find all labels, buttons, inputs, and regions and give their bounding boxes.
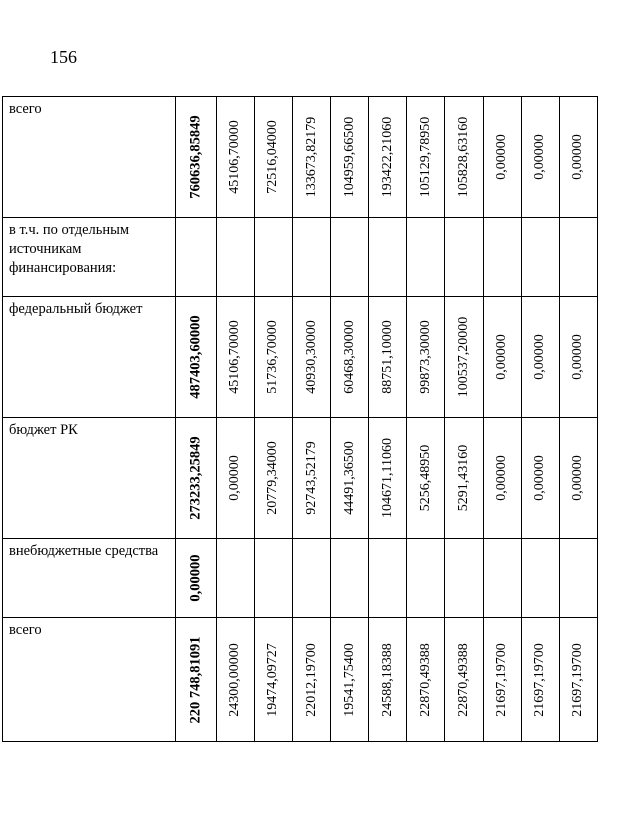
cell-value: 5291,43160 (456, 444, 472, 512)
total-value: 487403,60000 (187, 315, 204, 399)
value-cell (483, 97, 521, 218)
value-cell (445, 539, 483, 618)
cell-value: 99873,30000 (417, 320, 433, 394)
table-row (3, 618, 598, 742)
value-cell (216, 618, 254, 742)
cell-value: 60468,30000 (341, 320, 357, 394)
cell-value: 0,00000 (532, 455, 548, 501)
value-cell (331, 539, 369, 618)
cell-value: 20779,34000 (265, 441, 281, 515)
value-cell (216, 97, 254, 218)
cell-value: 0,00000 (570, 455, 586, 501)
value-cell (254, 218, 292, 297)
table-row (3, 297, 598, 418)
value-cell (521, 218, 559, 297)
value-cell (331, 618, 369, 742)
table-row (3, 539, 598, 618)
cell-value: 133673,82179 (303, 116, 319, 198)
value-cell (407, 297, 445, 418)
total-value: 220 748,81091 (187, 636, 204, 723)
total-value: 273233,25849 (187, 436, 204, 520)
value-cell (521, 618, 559, 742)
cell-value: 22012,19700 (303, 642, 319, 717)
total-value: 0,00000 (187, 554, 204, 602)
value-cell (292, 97, 330, 218)
cell-value: 0,00000 (570, 334, 586, 380)
value-cell (445, 97, 483, 218)
value-cell (445, 418, 483, 539)
value-cell (292, 297, 330, 418)
total-cell (175, 218, 216, 297)
value-cell (445, 218, 483, 297)
cell-value: 21697,19700 (570, 642, 586, 717)
value-cell (407, 418, 445, 539)
cell-value: 5256,48950 (417, 444, 433, 512)
value-cell (331, 418, 369, 539)
cell-value: 45106,70000 (227, 320, 243, 394)
value-cell (407, 539, 445, 618)
value-cell (559, 618, 597, 742)
value-cell (254, 618, 292, 742)
cell-value: 0,00000 (494, 134, 510, 180)
value-cell (483, 618, 521, 742)
cell-value: 24300,00000 (227, 642, 243, 717)
cell-value: 100537,20000 (456, 316, 472, 398)
cell-value: 88751,10000 (379, 320, 395, 394)
value-cell (331, 218, 369, 297)
cell-value: 21697,19700 (494, 642, 510, 717)
cell-value: 0,00000 (494, 455, 510, 501)
cell-value: 0,00000 (532, 334, 548, 380)
value-cell (559, 539, 597, 618)
value-cell (216, 539, 254, 618)
total-value: 760636,85849 (187, 115, 204, 199)
cell-value: 45106,70000 (227, 120, 243, 194)
cell-value: 0,00000 (494, 334, 510, 380)
value-cell (521, 539, 559, 618)
value-cell (407, 618, 445, 742)
cell-value: 19541,75400 (341, 642, 357, 717)
value-cell (559, 418, 597, 539)
cell-value: 193422,21060 (379, 116, 395, 198)
value-cell (331, 97, 369, 218)
value-cell (369, 97, 407, 218)
value-cell (216, 218, 254, 297)
row-label: всего (3, 97, 176, 218)
page-number: 156 (50, 47, 77, 67)
cell-value: 72516,04000 (265, 120, 281, 194)
value-cell (369, 539, 407, 618)
value-cell (331, 297, 369, 418)
value-cell (369, 418, 407, 539)
cell-value: 22870,49388 (456, 642, 472, 717)
cell-value: 40930,30000 (303, 320, 319, 394)
cell-value: 92743,52179 (303, 441, 319, 515)
value-cell (407, 218, 445, 297)
value-cell (483, 539, 521, 618)
value-cell (483, 418, 521, 539)
cell-value: 104959,66500 (341, 116, 357, 198)
table-row (3, 97, 598, 218)
value-cell (292, 218, 330, 297)
cell-value: 105129,78950 (417, 116, 433, 198)
value-cell (559, 218, 597, 297)
cell-value: 51736,70000 (265, 320, 281, 394)
total-cell (175, 418, 216, 539)
cell-value: 104671,11060 (379, 438, 395, 518)
cell-value: 22870,49388 (417, 642, 433, 717)
value-cell (254, 539, 292, 618)
value-cell (216, 418, 254, 539)
cell-value: 105828,63160 (456, 116, 472, 198)
cell-value: 0,00000 (227, 455, 243, 501)
value-cell (254, 297, 292, 418)
cell-value: 44491,36500 (341, 441, 357, 515)
cell-value: 24588,18388 (379, 642, 395, 717)
value-cell (521, 97, 559, 218)
value-cell (483, 297, 521, 418)
value-cell (369, 218, 407, 297)
value-cell (292, 618, 330, 742)
table-row (3, 418, 598, 539)
cell-value: 19474,09727 (265, 642, 281, 717)
value-cell (369, 618, 407, 742)
value-cell (521, 297, 559, 418)
row-label: бюджет РК (3, 418, 176, 539)
total-cell (175, 539, 216, 618)
cell-value: 21697,19700 (532, 642, 548, 717)
cell-value: 0,00000 (570, 134, 586, 180)
total-cell (175, 297, 216, 418)
cell-value: 0,00000 (532, 134, 548, 180)
value-cell (521, 418, 559, 539)
value-cell (559, 97, 597, 218)
total-cell (175, 618, 216, 742)
value-cell (445, 618, 483, 742)
value-cell (292, 418, 330, 539)
row-label: федеральный бюджет (3, 297, 176, 418)
row-label: в т.ч. по отдельным источникам финансирования: (3, 218, 176, 297)
value-cell (369, 297, 407, 418)
value-cell (254, 418, 292, 539)
value-cell (254, 97, 292, 218)
value-cell (216, 297, 254, 418)
value-cell (559, 297, 597, 418)
value-cell (445, 297, 483, 418)
table-row (3, 218, 598, 297)
total-cell (175, 97, 216, 218)
row-label: всего (3, 618, 176, 742)
budget-table (2, 96, 598, 742)
row-label: внебюджетные средства (3, 539, 176, 618)
value-cell (483, 218, 521, 297)
value-cell (407, 97, 445, 218)
value-cell (292, 539, 330, 618)
